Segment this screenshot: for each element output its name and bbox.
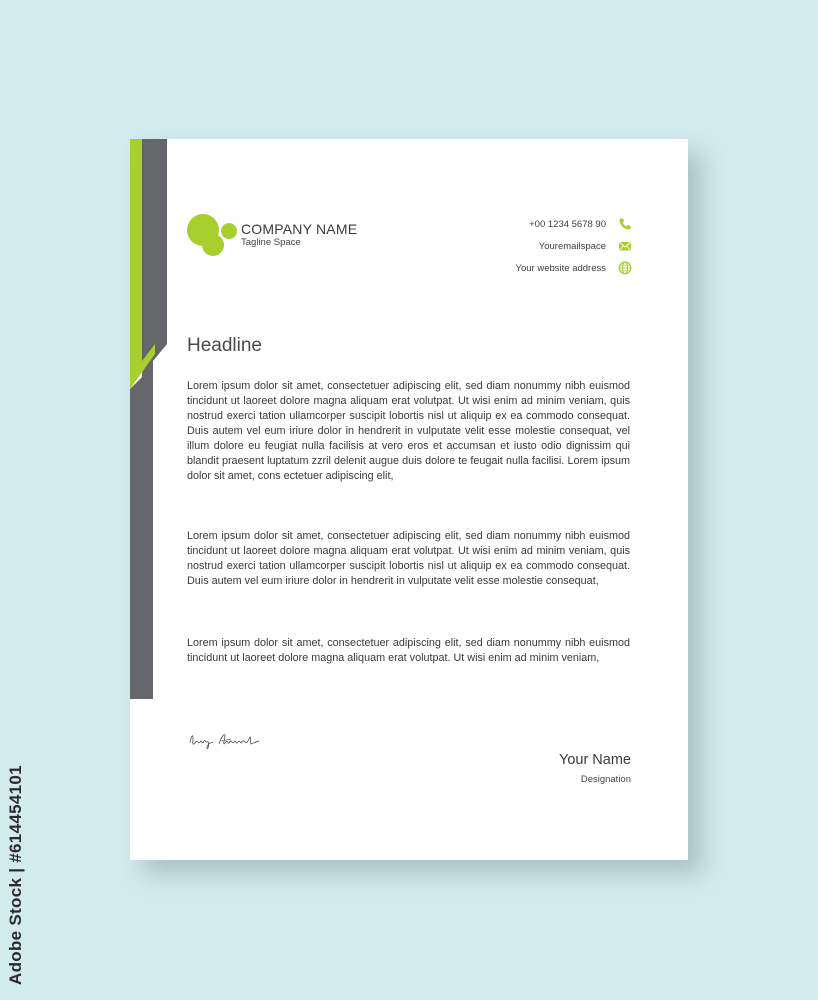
body-paragraph-3: Lorem ipsum dolor sit amet, consectetuer adipiscing elit, sed diam nonummy nibh euismod tincidunt ut laoreet dolore magna aliquam erat volutpat. Ut wisi enim ad minim veniam, <box>187 637 630 664</box>
phone-text: +00 1234 5678 90 <box>529 218 606 230</box>
body-paragraph-1: Lorem ipsum dolor sit amet, consectetuer adipiscing elit, sed diam nonummy nibh euismod tincidunt ut laoreet dolore magna aliquam erat volutpat. Ut wisi enim ad minim veniam, quis nostrud exerci tation ullamcorper suscipit lobortis nisl ut aliquip ex ea commodo consequat. Duis autem vel eum iriure dolor in hendrerit in vulputate velit esse molestie consequat, vel illum dolore eu feugiat nulla facilisis at vero eros et accumsan et iusto odio dignissim qui blandit praesent luptatum zzril delenit augue duis dolore te feugait nulla facilisi. Lorem ipsum dolor sit amet, cons ectetuer adipiscing elit, <box>187 380 630 482</box>
contact-block <box>412 213 632 279</box>
company-logo-icon <box>186 213 242 259</box>
body-paragraph-2: Lorem ipsum dolor sit amet, consectetuer adipiscing elit, sed diam nonummy nibh euismod tincidunt ut laoreet dolore magna aliquam erat volutpat. Ut wisi enim ad minim veniam, quis nostrud exerci tation ullamcorper suscipit lobortis nisl ut aliquip ex ea commodo consequat. Duis autem vel eum iriure dolor in hendrerit in vulputate velit esse molestie consequat, <box>187 530 630 587</box>
mail-icon <box>618 239 632 253</box>
email-text: Youremailspace <box>538 240 606 252</box>
signer-designation: Designation <box>580 774 631 785</box>
contact-email <box>412 235 632 257</box>
company-tagline: Tagline Space <box>241 237 301 248</box>
side-stripe-decoration <box>130 139 170 699</box>
contact-phone <box>412 213 632 235</box>
globe-icon <box>618 261 632 275</box>
headline: Headline <box>187 335 262 356</box>
phone-icon <box>618 217 632 231</box>
website-text: Your website address <box>515 262 606 274</box>
contact-website <box>412 257 632 279</box>
signer-name: Your Name <box>558 752 631 768</box>
handwritten-signature <box>187 729 267 751</box>
letterhead-page <box>130 139 688 860</box>
company-block <box>241 221 357 249</box>
stock-image-id: Adobe Stock | #614454101 <box>6 765 25 985</box>
company-name: COMPANY NAME <box>241 221 358 237</box>
